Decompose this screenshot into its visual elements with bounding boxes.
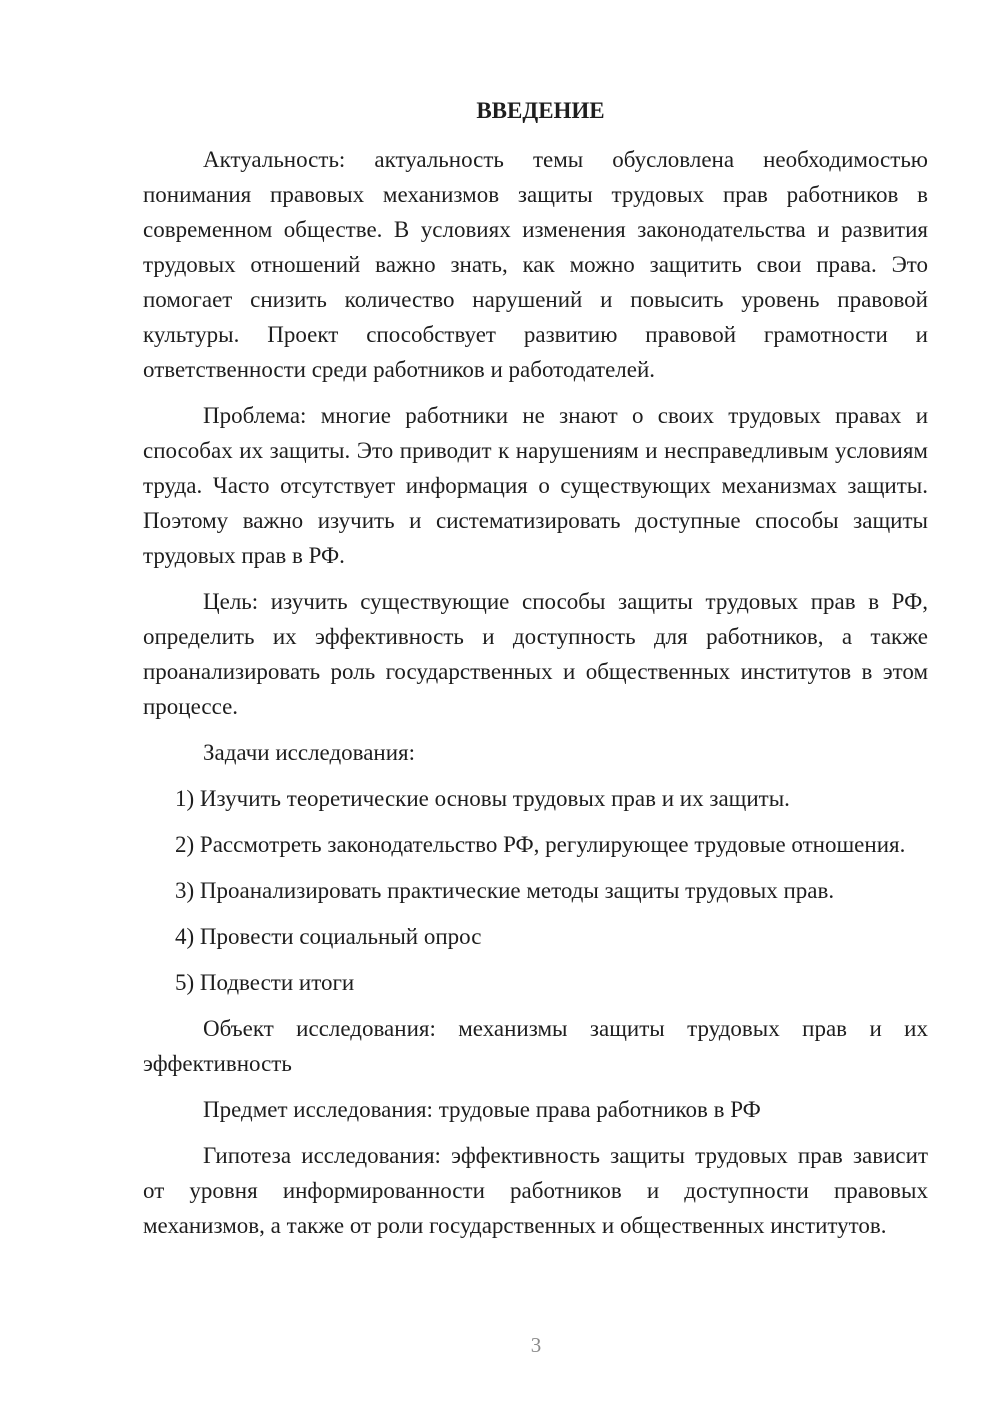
paragraph-object: Объект исследования: механизмы защиты трудовых прав и их эффективность xyxy=(143,1016,928,1076)
task-item-5: 5) Подвести итоги xyxy=(175,970,355,995)
section-title-text: ВВЕДЕНИЕ xyxy=(476,98,605,123)
task-item-1: 1) Изучить теоретические основы трудовых прав и их защиты. xyxy=(175,786,790,811)
task-item-3: 3) Проанализировать практические методы защиты трудовых прав. xyxy=(175,878,835,903)
paragraph-problem: Проблема: многие работники не знают о своих трудовых правах и способах их защиты. Это приводит к нарушениям и несправедливым условиям труда. Часто отсутствует информация о существующих механизмах защиты. Поэтому важно изучить и систематизировать доступные способы защиты трудовых прав в РФ. xyxy=(143,403,928,568)
paragraph-subject: Предмет исследования: трудовые права работников в РФ xyxy=(203,1097,761,1122)
paragraph-goal: Цель: изучить существующие способы защиты трудовых прав в РФ, определить их эффективность и доступность для работников, а также проанализировать роль государственных и общественных институтов в этом процессе. xyxy=(143,589,928,719)
paragraph-relevance: Актуальность: актуальность темы обусловлена необходимостью понимания правовых механизмов защиты трудовых прав работников в современном обществе. В условиях изменения законодательства и развития трудовых отношений важно знать, как можно защитить свои права. Это помогает снизить количество нарушений и повысить уровень правовой культуры. Проект способствует развитию правовой грамотности и ответственности среди работников и работодателей. xyxy=(143,147,928,382)
page-number: 3 xyxy=(530,1333,542,1357)
document-body xyxy=(143,142,928,1254)
task-item-2: 2) Рассмотреть законодательство РФ, регулирующее трудовые отношения. xyxy=(175,832,906,857)
section-title xyxy=(143,93,928,128)
paragraph-hypothesis: Гипотеза исследования: эффективность защиты трудовых прав зависит от уровня информированности работников и доступности правовых механизмов, а также от роли государственных и общественных институтов. xyxy=(143,1143,928,1238)
paragraph-tasks-heading: Задачи исследования: xyxy=(203,740,416,765)
task-item-4: 4) Провести социальный опрос xyxy=(175,924,482,949)
